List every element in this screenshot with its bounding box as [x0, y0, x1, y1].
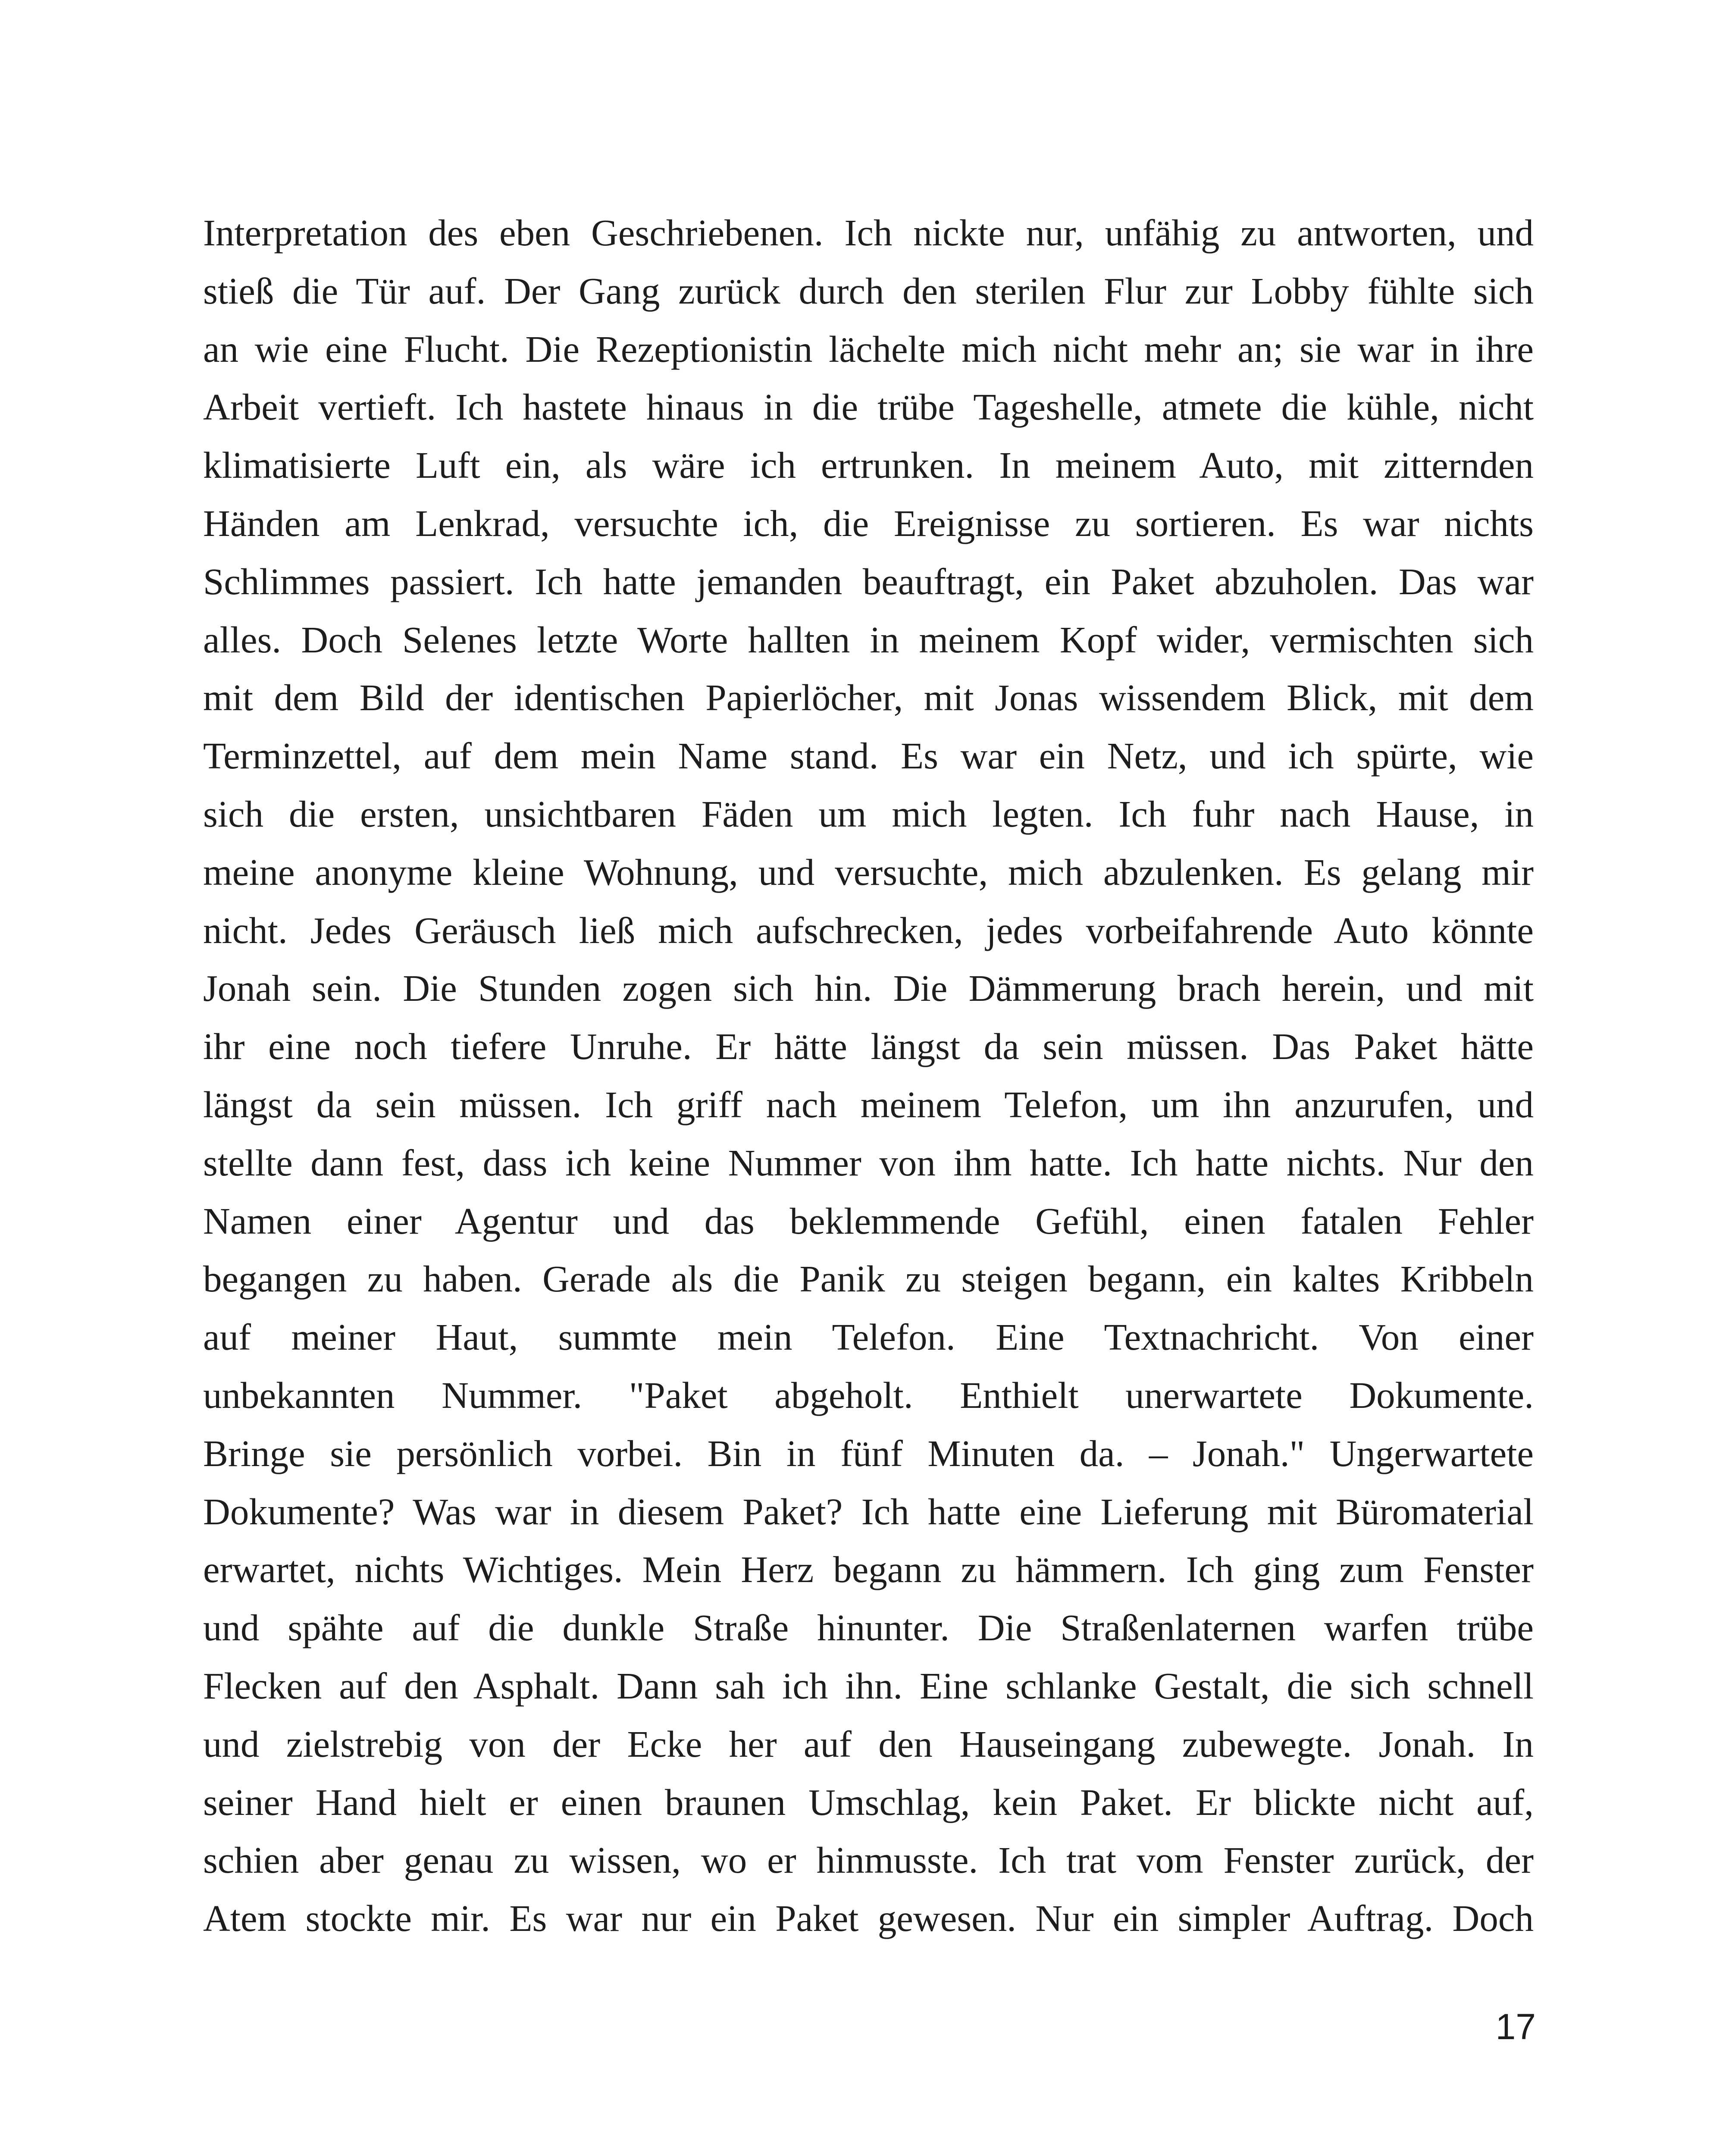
text-line: Flecken auf den Asphalt. Dann sah ich ihn. Eine schlanke Gestalt, die sich schnell: [203, 1664, 1534, 1707]
text-line: auf meiner Haut, summte mein Telefon. Eine Textnachricht. Von einer: [203, 1316, 1534, 1358]
body-text: [203, 204, 1534, 1948]
text-line: schien aber genau zu wissen, wo er hinmusste. Ich trat vom Fenster zurück, der: [203, 1839, 1534, 1881]
text-line: Interpretation des eben Geschriebenen. Ich nickte nur, unfähig zu antworten, und: [203, 212, 1534, 254]
text-line: stieß die Tür auf. Der Gang zurück durch den sterilen Flur zur Lobby fühlte sich: [203, 270, 1534, 312]
text-line: alles. Doch Selenes letzte Worte hallten in meinem Kopf wider, vermischten sich: [203, 618, 1534, 661]
text-line: Dokumente? Was war in diesem Paket? Ich hatte eine Lieferung mit Büromaterial: [203, 1490, 1534, 1532]
text-line: seiner Hand hielt er einen braunen Umschlag, kein Paket. Er blickte nicht auf,: [203, 1781, 1534, 1823]
text-line: klimatisierte Luft ein, als wäre ich ertrunken. In meinem Auto, mit zitternden: [203, 444, 1534, 486]
text-line: nicht. Jedes Geräusch ließ mich aufschrecken, jedes vorbeifahrende Auto könnte: [203, 909, 1534, 951]
text-line: längst da sein müssen. Ich griff nach meinem Telefon, um ihn anzurufen, und: [203, 1083, 1534, 1125]
text-line: Atem stockte mir. Es war nur ein Paket gewesen. Nur ein simpler Auftrag. Doch: [203, 1897, 1534, 1940]
text-line: stellte dann fest, dass ich keine Nummer von ihm hatte. Ich hatte nichts. Nur den: [203, 1141, 1534, 1184]
text-line: erwartet, nichts Wichtiges. Mein Herz begann zu hämmern. Ich ging zum Fenster: [203, 1548, 1534, 1591]
text-line: und spähte auf die dunkle Straße hinunter. Die Straßenlaternen warfen trübe: [203, 1607, 1534, 1649]
text-line: Jonah sein. Die Stunden zogen sich hin. Die Dämmerung brach herein, und mit: [203, 967, 1534, 1009]
text-line: meine anonyme kleine Wohnung, und versuchte, mich abzulenken. Es gelang mir: [203, 851, 1534, 893]
text-line: begangen zu haben. Gerade als die Panik zu steigen begann, ein kaltes Kribbeln: [203, 1258, 1534, 1300]
text-line: an wie eine Flucht. Die Rezeptionistin lächelte mich nicht mehr an; sie war in ihre: [203, 328, 1534, 370]
text-line: Schlimmes passiert. Ich hatte jemanden beauftragt, ein Paket abzuholen. Das war: [203, 560, 1534, 602]
text-line: Händen am Lenkrad, versuchte ich, die Ereignisse zu sortieren. Es war nichts: [203, 502, 1534, 544]
text-line: mit dem Bild der identischen Papierlöcher, mit Jonas wissendem Blick, mit dem: [203, 677, 1534, 719]
page-number: 17: [1495, 2006, 1536, 2047]
text-line: ihr eine noch tiefere Unruhe. Er hätte längst da sein müssen. Das Paket hätte: [203, 1025, 1534, 1068]
text-line: und zielstrebig von der Ecke her auf den Hauseingang zubewegte. Jonah. In: [203, 1723, 1534, 1765]
text-line: Arbeit vertieft. Ich hastete hinaus in die trübe Tageshelle, atmete die kühle, nicht: [203, 386, 1534, 428]
text-line: Terminzettel, auf dem mein Name stand. Es war ein Netz, und ich spürte, wie: [203, 735, 1534, 777]
text-line: Namen einer Agentur und das beklemmende Gefühl, einen fatalen Fehler: [203, 1200, 1534, 1242]
text-line: Bringe sie persönlich vorbei. Bin in fünf Minuten da. – Jonah." Ungerwartete: [203, 1432, 1534, 1474]
text-line: sich die ersten, unsichtbaren Fäden um mich legten. Ich fuhr nach Hause, in: [203, 793, 1534, 835]
text-line: unbekannten Nummer. "Paket abgeholt. Enthielt unerwartete Dokumente.: [203, 1374, 1534, 1416]
